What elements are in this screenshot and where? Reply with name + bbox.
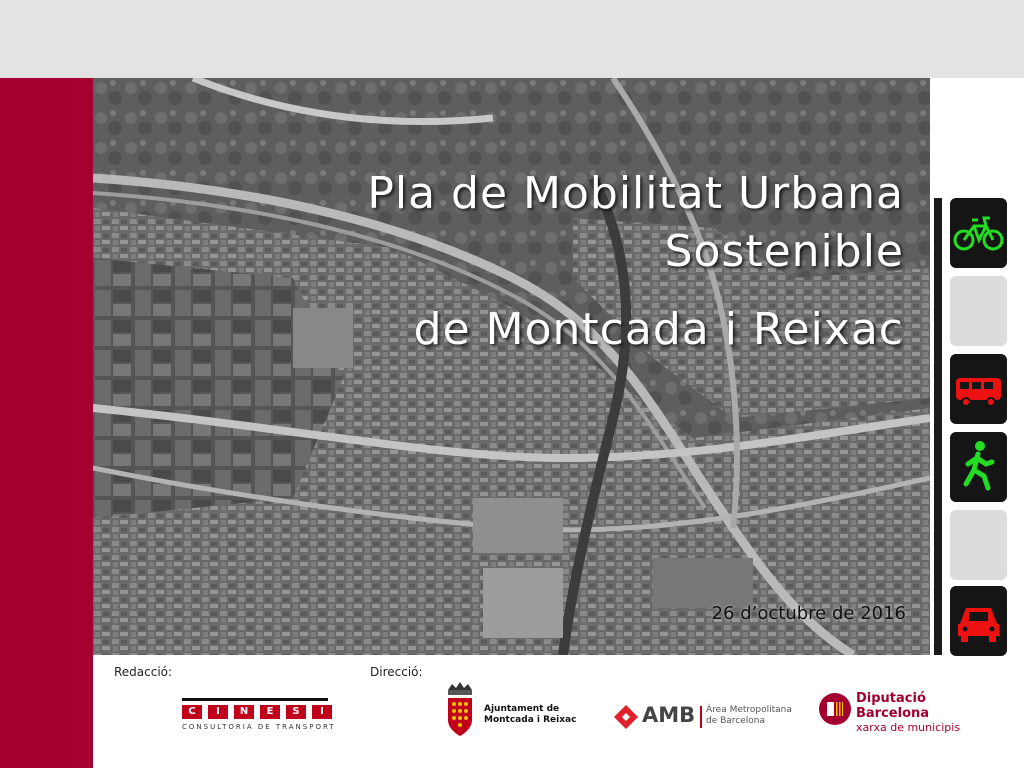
cinesi-subtitle: CONSULTORIA DE TRANSPORT [182, 723, 336, 731]
aerial-photo [93, 78, 930, 655]
cinesi-letter: S [286, 705, 306, 719]
cinesi-letter: I [312, 705, 332, 719]
car-tile [950, 586, 1007, 656]
empty-light-tile-2 [950, 510, 1007, 580]
diputacio-line-3: xarxa de municipis [856, 721, 961, 734]
diputacio-line-2: Barcelona [856, 706, 930, 721]
cinesi-bar [182, 698, 328, 701]
title-line-1: Pla de Mobilitat Urbana [367, 168, 904, 219]
diputacio-line-1: Diputació [856, 691, 926, 706]
cinesi-letter: N [234, 705, 254, 719]
redaccio-label: Redacció: [114, 665, 173, 679]
left-red-band [0, 78, 93, 768]
amb-separator [700, 706, 702, 728]
cinesi-logo [182, 698, 336, 738]
amb-line-2: de Barcelona [706, 716, 766, 726]
amb-acronym: AMB [642, 703, 696, 727]
amb-name [706, 705, 792, 727]
title-line-3: de Montcada i Reixac [413, 304, 904, 355]
municipal-shield-icon [440, 680, 480, 740]
direccio-label: Direcció: [370, 665, 423, 679]
ajuntament-logo [440, 680, 580, 740]
diputacio-logo [818, 690, 988, 740]
ajuntament-line-1: Ajuntament de [484, 704, 560, 714]
amb-line-1: Àrea Metropolitana [706, 705, 792, 715]
title-line-2: Sostenible [664, 226, 904, 277]
ajuntament-name [484, 704, 576, 726]
car-icon [950, 586, 1007, 656]
bus-tile [950, 354, 1007, 424]
amb-logo [612, 703, 792, 733]
cinesi-letter: C [182, 705, 202, 719]
cinesi-letter: E [260, 705, 280, 719]
top-band [0, 0, 1024, 78]
bus-icon [950, 354, 1007, 424]
aerial-photo-graphic [93, 78, 930, 655]
bicycle-icon [950, 198, 1007, 268]
bicycle-tile [950, 198, 1007, 268]
empty-light-tile-1 [950, 276, 1007, 346]
vertical-divider [934, 198, 942, 655]
cinesi-letters [182, 705, 332, 719]
amb-diamond-icon [612, 703, 640, 731]
pedestrian-icon [950, 432, 1007, 502]
presentation-date: 26 d’octubre de 2016 [711, 603, 906, 624]
pedestrian-tile [950, 432, 1007, 502]
ajuntament-line-2: Montcada i Reixac [484, 715, 577, 725]
diputacio-emblem-icon [818, 692, 852, 726]
cinesi-letter: I [208, 705, 228, 719]
